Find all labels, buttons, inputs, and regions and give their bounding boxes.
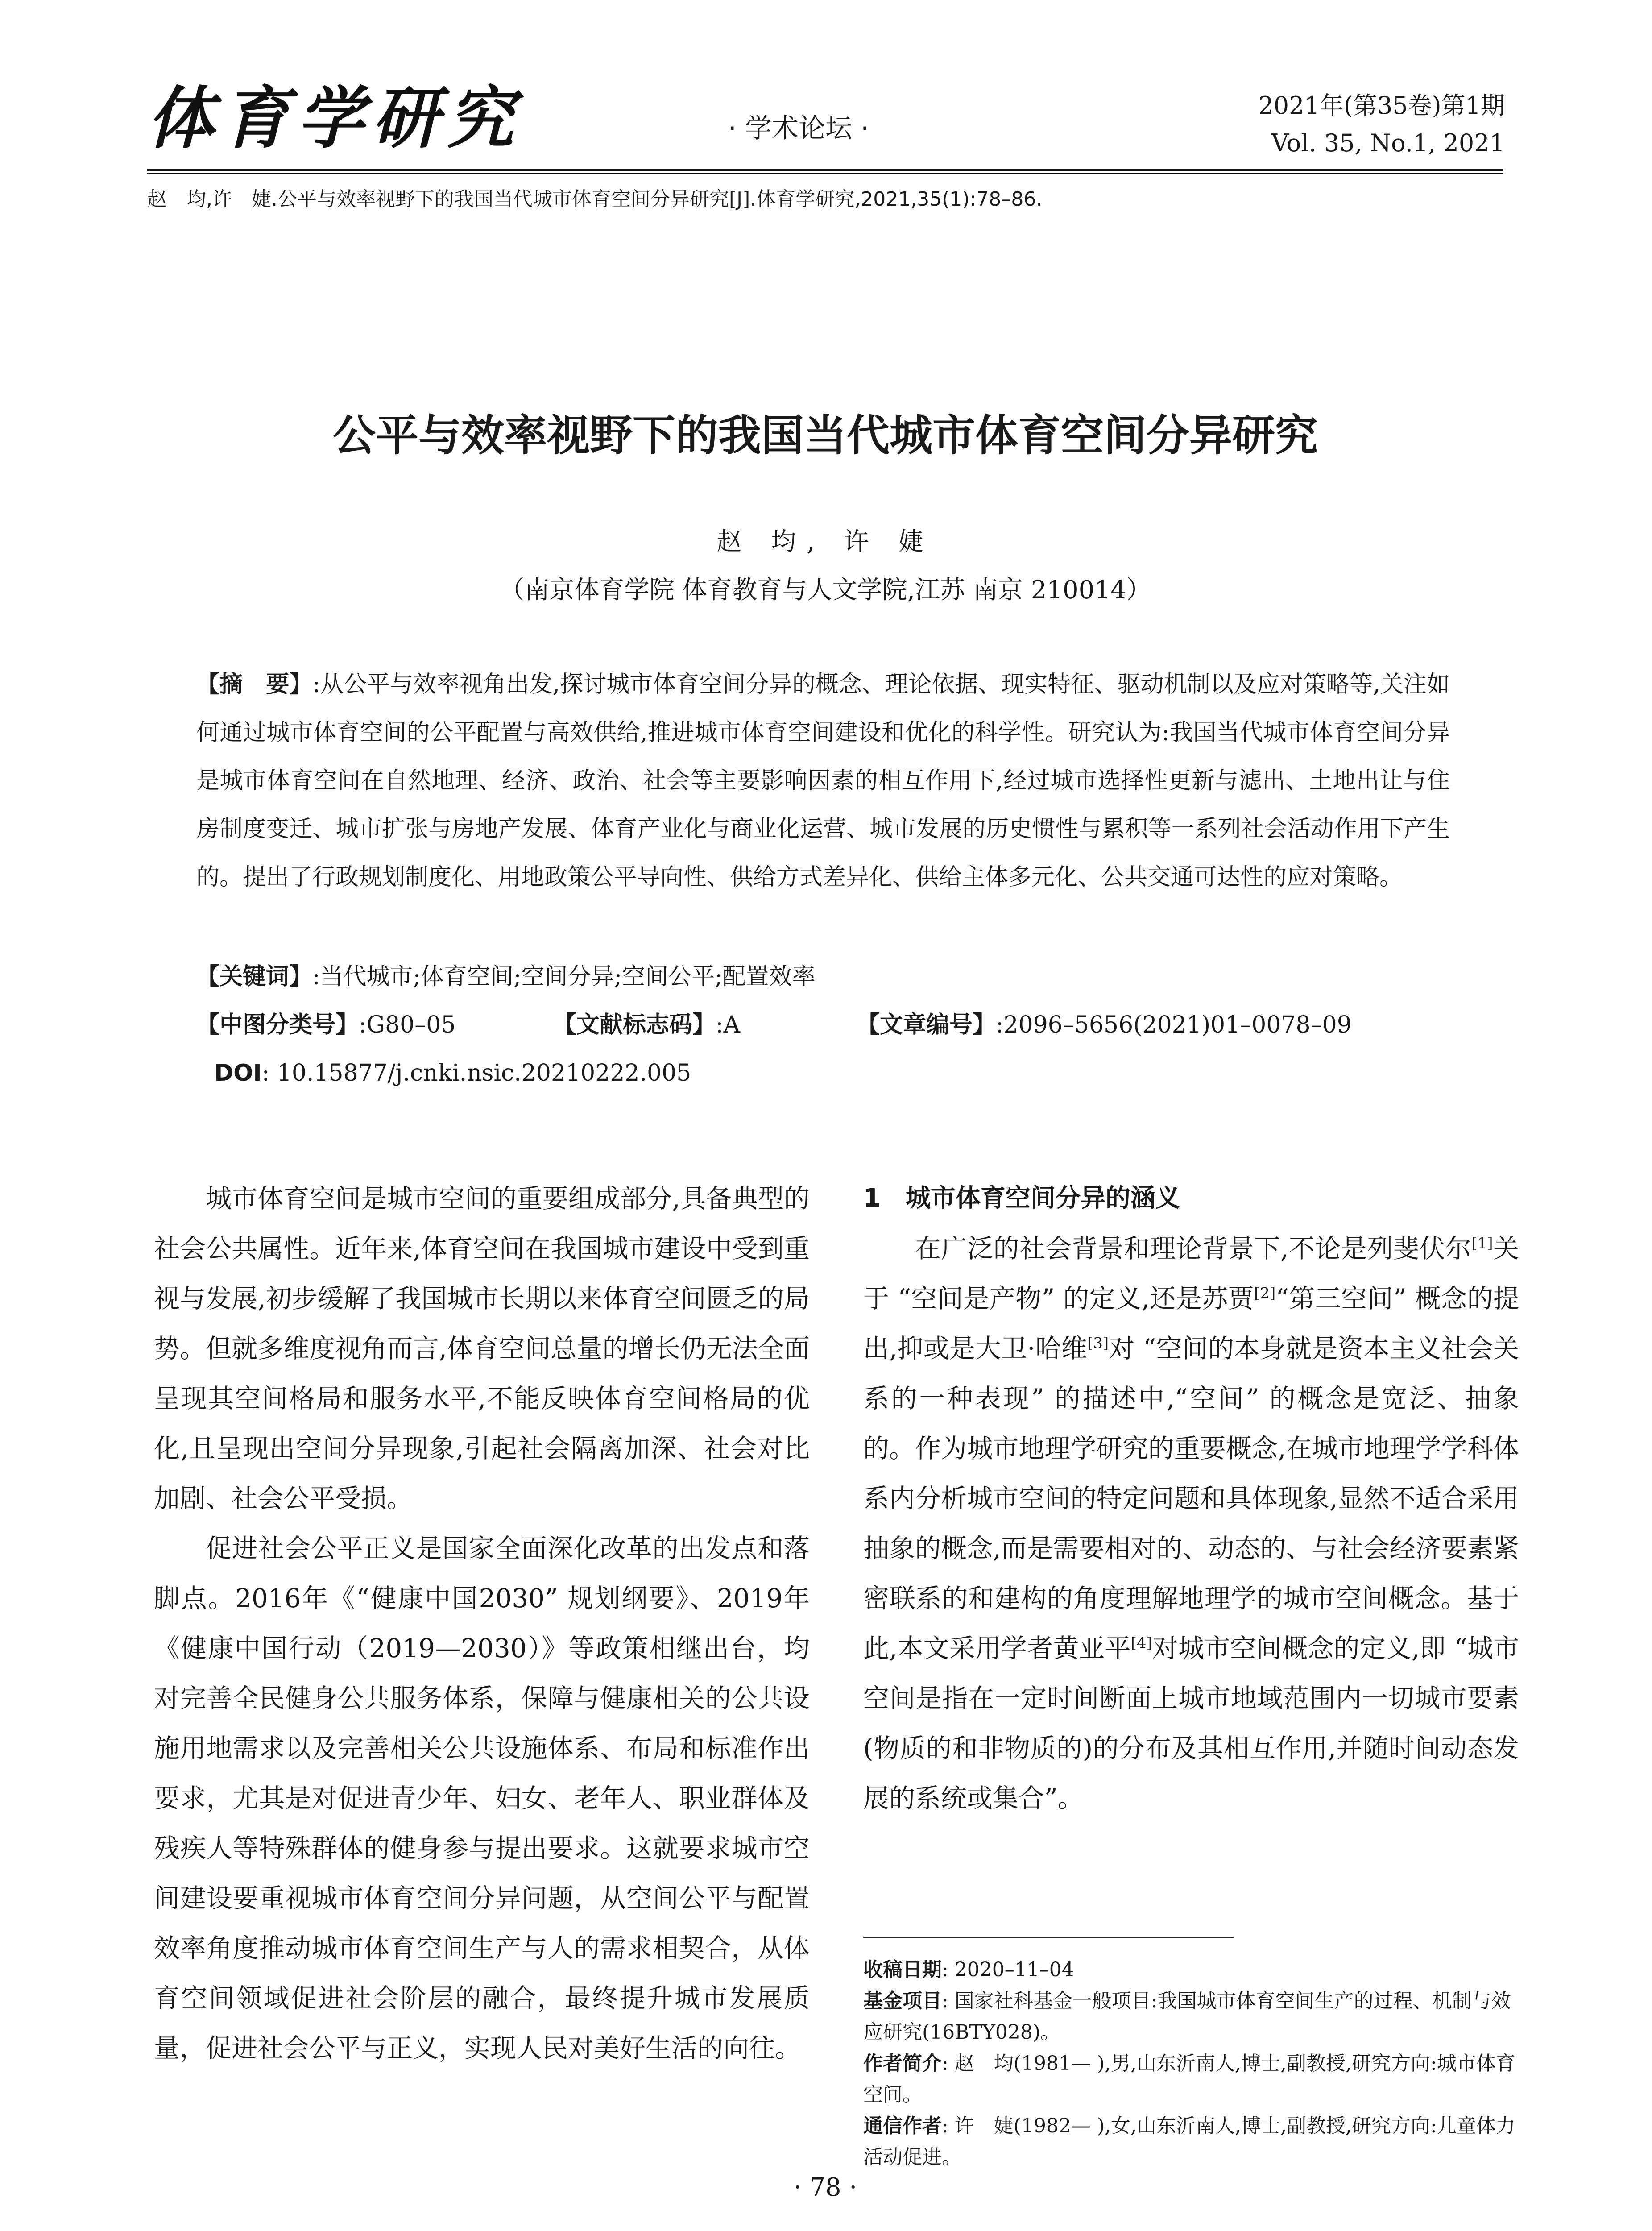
body-paragraph: 促进社会公平正义是国家全面深化改革的出发点和落脚点。2016年《“健康中国2030” 规划纲要》、2019年《健康中国行动（2019—2030）》等政策相继出台，均对完善全民健身公共服务体系，保障与健康相关的公共设施用地需求以及完善相关公共设施体系、布局和标准作出要求，尤其是对促进青少年、妇女、老年人、职业群体及残疾人等特殊群体的健身参与提出要求。这就要求城市空间建设要重视城市体育空间分异问题，从空间公平与配置效率角度推动城市体育空间生产与人的需求相契合，从体育空间领域促进社会阶层的融合，最终提升城市发展质量，促进社会公平与正义，实现人民对美好生活的向往。	[154, 1533, 810, 2063]
header-rule-thin	[147, 173, 1503, 174]
page-number: · 78 ·	[793, 2173, 857, 2202]
article-number	[857, 1012, 1352, 1038]
text-run: “第三空间” 概念的提出,抑或是大卫·哈维	[863, 1283, 1519, 1364]
footnote-corresponding	[863, 2111, 1519, 2173]
footnote-author	[863, 2048, 1519, 2111]
clc	[196, 1001, 553, 1049]
abstract-label: 【摘 要】	[196, 671, 313, 698]
header-rule	[147, 169, 1503, 171]
footnote-label: 作者简介	[863, 2052, 942, 2075]
footnotes	[863, 1954, 1519, 2173]
article-number-label: 【文章编号】	[857, 1012, 996, 1038]
abstract-text: :从公平与效率视角出发,探讨城市体育空间分异的概念、理论依据、现实特征、驱动机制以及应对策略等,关注如何通过城市体育空间的公平配置与高效供给,推进城市体育空间建设和优化的科学性。研究认为:我国当代城市体育空间分异是城市体育空间在自然地理、经济、政治、社会等主要影响因素的相互作用下,经过城市选择性更新与滤出、土地出让与住房制度变迁、城市扩张与房地产发展、体育产业化与商业化运营、城市发展的历史惯性与累积等一系列社会活动作用下产生的。提出了行政规划制度化、用地政策公平导向性、供给方式差异化、供给主体多元化、公共交通可达性的应对策略。	[196, 671, 1450, 891]
reference-mark: [1]	[1471, 1234, 1493, 1252]
reference-mark: [2]	[1254, 1284, 1276, 1302]
doi-value: : 10.15877/j.cnki.nsic.20210222.005	[261, 1060, 691, 1086]
text-run: 对 “空间的本身就是资本主义社会关系的一种表现” 的描述中,“空间” 的概念是宽泛、抽象的。作为城市地理学研究的重要概念,在城市地理学学科体系内分析城市空间的特定问题和具体现象,显然不适合采用抽象的概念,而是需要相对的、动态的、与社会经济要素紧密联系的和建构的角度理解地理学的城市空间概念。基于此,本文采用学者黄亚平	[863, 1333, 1519, 1663]
doi-label: DOI	[214, 1060, 262, 1086]
author-affiliation: （南京体育学院 体育教育与人文学院,江苏 南京 210014）	[499, 576, 1151, 605]
footnote-received	[863, 1954, 1519, 1986]
issue-en: Vol. 35, No.1, 2021	[1271, 129, 1505, 157]
footnote-label: 基金项目	[863, 1990, 942, 2012]
clc-label: 【中图分类号】	[196, 1012, 359, 1038]
footnote-label: 收稿日期	[863, 1958, 942, 1981]
text-run: 关于 “空间是产物” 的定义,还是苏贾	[863, 1233, 1519, 1314]
footnote-value: : 许 婕(1982— ),女,山东沂南人,博士,副教授,研究方向:儿童体力活动促进。	[863, 2115, 1515, 2169]
doc-code-label: 【文献标志码】	[553, 1012, 716, 1038]
reference-mark: [3]	[1087, 1334, 1109, 1352]
citation-line: 赵 均,许 婕.公平与效率视野下的我国当代城市体育空间分异研究[J].体育学研究,2021,35(1):78–86.	[147, 188, 1043, 211]
text-run: 在广泛的社会背景和理论背景下,不论是列斐伏尔	[915, 1233, 1472, 1264]
footnote-value: : 赵 均(1981— ),男,山东沂南人,博士,副教授,研究方向:城市体育空间。	[863, 2052, 1515, 2106]
doc-code-value: :A	[716, 1012, 741, 1038]
clc-value: :G80–05	[359, 1012, 456, 1038]
article-title: 公平与效率视野下的我国当代城市体育空间分异研究	[333, 411, 1318, 460]
classification-row	[196, 1001, 1450, 1049]
abstract	[196, 660, 1450, 901]
issue-cn: 2021年(第35卷)第1期	[1258, 91, 1505, 120]
keywords-text: :当代城市;体育空间;空间分异;空间公平;配置效率	[312, 963, 816, 990]
footnote-rule	[863, 1937, 1234, 1938]
keywords-label: 【关键词】	[196, 963, 313, 990]
issue-info	[1258, 87, 1505, 162]
footnote-value: : 2020–11–04	[942, 1958, 1074, 1981]
reference-mark: [4]	[1130, 1634, 1152, 1652]
footnote-value: : 国家社科基金一般项目:我国城市体育空间生产的过程、机制与效应研究(16BTY028)。	[863, 1990, 1511, 2044]
doi-row	[214, 1049, 1468, 1097]
section-heading: 1 城市体育空间分异的涵义	[863, 1184, 1180, 1213]
journal-logo: 体育学研究	[147, 79, 522, 158]
article-number-value: :2096–5656(2021)01–0078–09	[996, 1012, 1352, 1038]
article-authors: 赵 均, 许 婕	[716, 527, 934, 556]
keywords-row	[196, 953, 1450, 1001]
body-paragraph	[863, 1223, 1519, 1823]
doc-code	[553, 1001, 857, 1049]
footnote-fund	[863, 1986, 1519, 2048]
body-paragraph: 城市体育空间是城市空间的重要组成部分,具备典型的社会公共属性。近年来,体育空间在我国城市建设中受到重视与发展,初步缓解了我国城市长期以来体育空间匮乏的局势。但就多维度视角而言,体育空间总量的增长仍无法全面呈现其空间格局和服务水平,不能反映体育空间格局的优化,且呈现出空间分异现象,引起社会隔离加深、社会对比加剧、社会公平受损。	[154, 1183, 810, 1514]
footnote-label: 通信作者	[863, 2115, 942, 2137]
text-run: 对城市空间概念的定义,即 “城市空间是指在一定时间断面上城市地域范围内一切城市要素(物质的和非物质的)的分布及其相互作用,并随时间动态发展的系统或集合”。	[863, 1633, 1520, 1813]
body-right-column	[863, 1174, 1519, 1823]
section-label: · 学术论坛 ·	[728, 113, 869, 144]
body-left-column	[154, 1174, 810, 2073]
